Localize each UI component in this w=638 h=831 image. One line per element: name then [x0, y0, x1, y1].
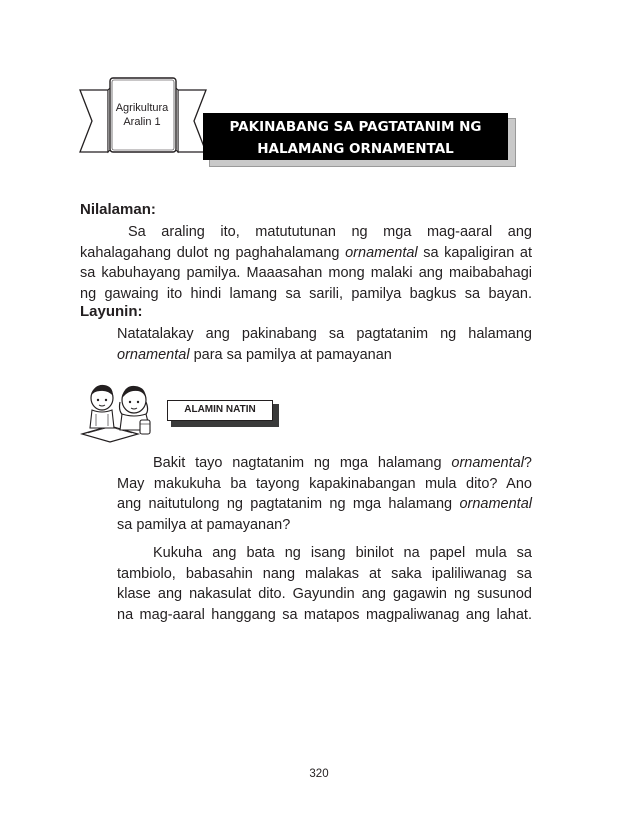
- paragraph-line: ng gawaing ito hindi lamang sa sarili, pamilya bagkus sa bayan.: [80, 285, 532, 302]
- paragraph-line: ornamental para sa pamilya at pamayanan: [117, 346, 392, 363]
- layunin-paragraph: [117, 324, 532, 365]
- activity-paragraph: [117, 543, 532, 625]
- paragraph-line: klase ang nakasulat dito. Gayundin ang gagawin ng susunod: [117, 586, 532, 602]
- alamin-natin-label: ALAMIN NATIN: [167, 400, 273, 421]
- paragraph-line: kahalagahang dulot ng paghahalamang ornamental sa kapaligiran at: [80, 244, 532, 261]
- paragraph-line: Kukuha ang bata ng isang binilot na papel mula sa: [153, 545, 532, 561]
- paragraph-line: Bakit tayo nagtatanim ng mga halamang ornamental?: [153, 455, 532, 471]
- ribbon-label: [110, 101, 174, 129]
- children-reading-illustration: [80, 378, 160, 444]
- page-number: 320: [309, 768, 329, 780]
- paragraph-line: tambiolo, babasahin nang malakas at saka ipaliliwanag sa: [117, 565, 532, 582]
- nilalaman-heading: Nilalaman:: [80, 201, 156, 218]
- paragraph-line: ang naitutulong ng pagtatanim ng mga halamang ornamental: [117, 496, 532, 512]
- paragraph-line: sa pamilya at pamayanan?: [117, 516, 291, 533]
- paragraph-line: sa kabuhayang pamilya. Maaasahan mong malaki ang maibabahagi: [80, 265, 532, 281]
- paragraph-line: Sa araling ito, matututunan ng mga mag-aaral ang: [128, 224, 532, 240]
- paragraph-line: na mag-aaral hanggang sa matapos magpaliwanag ang lahat.: [117, 606, 532, 623]
- paragraph-line: May makukuha ba tayong kapakinabangan mula dito? Ano: [117, 475, 532, 492]
- layunin-heading: Layunin:: [80, 303, 143, 320]
- questions-paragraph: [117, 453, 532, 535]
- lesson-title-line-2: HALAMANG ORNAMENTAL: [257, 141, 454, 157]
- lesson-title-line-1: PAKINABANG SA PAGTATANIM NG: [229, 119, 482, 135]
- ribbon-subject: Agrikultura: [115, 102, 169, 114]
- paragraph-line: Natatalakay ang pakinabang sa pagtatanim ng halamang: [117, 326, 532, 342]
- lesson-title-box: [203, 113, 508, 160]
- nilalaman-paragraph: [80, 222, 532, 304]
- ribbon-lesson: Aralin 1: [123, 116, 161, 128]
